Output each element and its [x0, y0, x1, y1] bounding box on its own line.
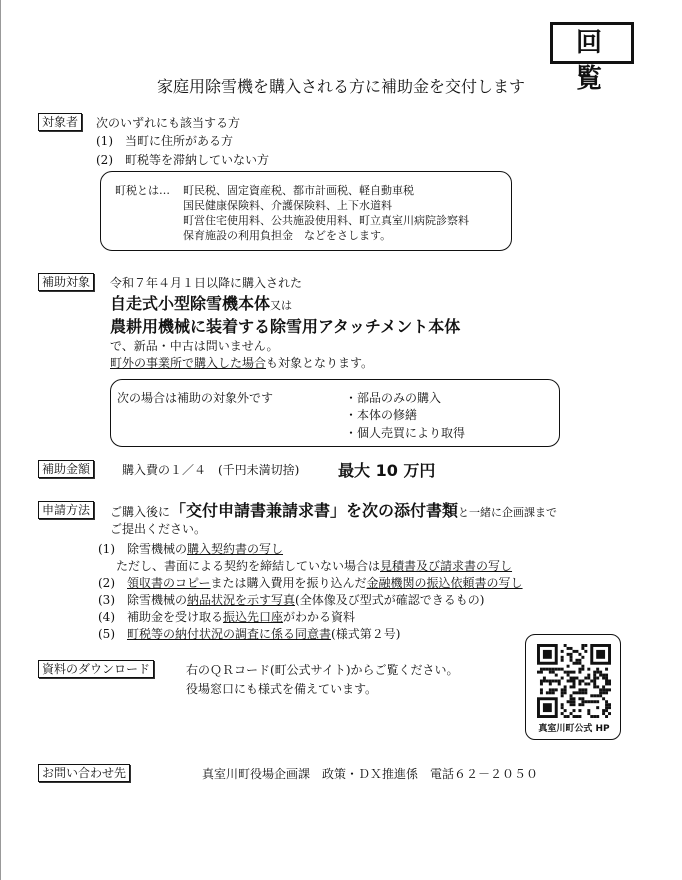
- apply-item-4: [98, 608, 355, 625]
- town-tax-box: [100, 171, 512, 251]
- town-tax-line-1: 町民税、固定資産税、都市計画税、軽自動車税: [183, 184, 414, 197]
- download-label: 資料のダウンロード: [38, 660, 154, 678]
- application-form-name: 「交付申請書兼請求書」を次の添付書類: [170, 501, 459, 520]
- contact-label: お問い合わせ先: [38, 764, 130, 782]
- apply-item-3-pre: (3) 除雪機械の: [98, 593, 187, 607]
- amount-text: 購入費の１／４ (千円未満切捨): [122, 463, 300, 477]
- apply-item-5-pre: (5): [98, 627, 127, 641]
- town-tax-head: 町税とは…: [115, 184, 170, 197]
- attachment-line: 農耕用機械に装着する除雪用アタッチメント本体: [110, 317, 461, 336]
- subject-lead: 令和７年４月１日以降に購入された: [110, 276, 303, 290]
- qr-code-card[interactable]: [525, 634, 621, 740]
- download-line-1: 右のＱＲコード(町公式サイト)からご覧ください。: [186, 663, 459, 677]
- apply-item-1b-pre: ただし、書面による契約を締結していない場合は: [116, 559, 381, 573]
- self-propelled-snowblower: 自走式小型除雪機本体: [110, 294, 271, 313]
- apply-item-2-pre: (2): [98, 576, 127, 590]
- qr-code-icon[interactable]: [537, 644, 611, 718]
- contact-text: 真室川町役場企画課 政策・ＤＸ推進係 電話６２－２０５０: [202, 767, 539, 781]
- target-label: 対象者: [38, 113, 82, 131]
- exclusion-box: [110, 379, 560, 447]
- exclusion-item-2: ・本体の修繕: [345, 408, 418, 422]
- subject-line-1: [110, 291, 292, 314]
- apply-item-1: [98, 540, 283, 557]
- apply-item-1-pre: (1) 除雪機械の: [98, 542, 187, 556]
- apply-item-5-underlined: 町税等の納付状況の調査に係る同意書: [127, 627, 332, 641]
- apply-item-1b: [116, 557, 512, 574]
- apply-item-3-underlined: 納品状況を示す写真: [187, 593, 296, 607]
- exclusion-item-1: ・部品のみの購入: [345, 391, 442, 405]
- apply-item-2: [98, 574, 523, 591]
- apply-post: と一緒に企画課まで: [458, 506, 558, 519]
- apply-item-2-mid: または購入費用を振り込んだ: [210, 576, 367, 590]
- apply-item-4-pre: (4) 補助金を受け取る: [98, 610, 223, 624]
- town-tax-line-3: 町営住宅使用料、公共施設使用料、町立真室川病院診察料: [183, 214, 469, 227]
- target-item-1: (1) 当町に住所がある方: [96, 134, 233, 148]
- page-edge-line: [0, 0, 1, 880]
- subject-label: 補助対象: [38, 273, 94, 291]
- target-item-2: (2) 町税等を滞納していない方: [96, 153, 269, 167]
- apply-item-4-underlined: 振込先口座: [223, 610, 284, 624]
- apply-item-5: [98, 625, 400, 642]
- town-tax-line-4: 保育施設の利用負担金 などをさします。: [183, 229, 392, 242]
- amount-label: 補助金額: [38, 460, 94, 478]
- apply-item-2-underlined-1: 領収書のコピー: [127, 576, 211, 590]
- apply-item-3: [98, 591, 484, 608]
- outside-town-underlined: 町外の事業所で購入した場合: [110, 356, 267, 370]
- apply-line-1: [110, 498, 557, 521]
- download-line-2: 役場窓口にも様式を備えています。: [186, 682, 378, 696]
- amount-max: 最大 10 万円: [338, 461, 436, 480]
- subject-note-2: [110, 354, 373, 371]
- subject-note-1: で、新品・中古は問いません。: [110, 339, 279, 353]
- apply-item-2-underlined-2: 金融機関の振込依頼書の写し: [366, 576, 523, 590]
- town-tax-line-2: 国民健康保険料、介護保険料、上下水道料: [183, 199, 392, 212]
- apply-pre: ご購入後に: [110, 505, 171, 519]
- exclusion-head: 次の場合は補助の対象外です: [117, 391, 274, 405]
- apply-item-5-post: (様式第２号): [331, 627, 401, 641]
- circulation-badge: 回 覧: [550, 22, 634, 64]
- exclusion-item-3: ・個人売買により取得: [345, 426, 466, 440]
- target-lead: 次のいずれにも該当する方: [96, 116, 241, 130]
- page-title: 家庭用除雪機を購入される方に補助金を交付します: [156, 77, 525, 96]
- apply-label: 申請方法: [38, 501, 94, 519]
- apply-item-1-underlined: 購入契約書の写し: [187, 542, 284, 556]
- apply-item-4-post: がわかる資料: [283, 610, 356, 624]
- apply-item-1b-underlined: 見積書及び請求書の写し: [380, 559, 513, 573]
- apply-item-3-post: (全体像及び型式が確認できるもの): [295, 593, 485, 607]
- subject-note-2-rest: も対象となります。: [266, 356, 374, 370]
- qr-caption: 真室川町公式 HP: [538, 724, 610, 734]
- or-text: 又は: [270, 299, 293, 312]
- apply-line-2: ご提出ください。: [110, 522, 207, 536]
